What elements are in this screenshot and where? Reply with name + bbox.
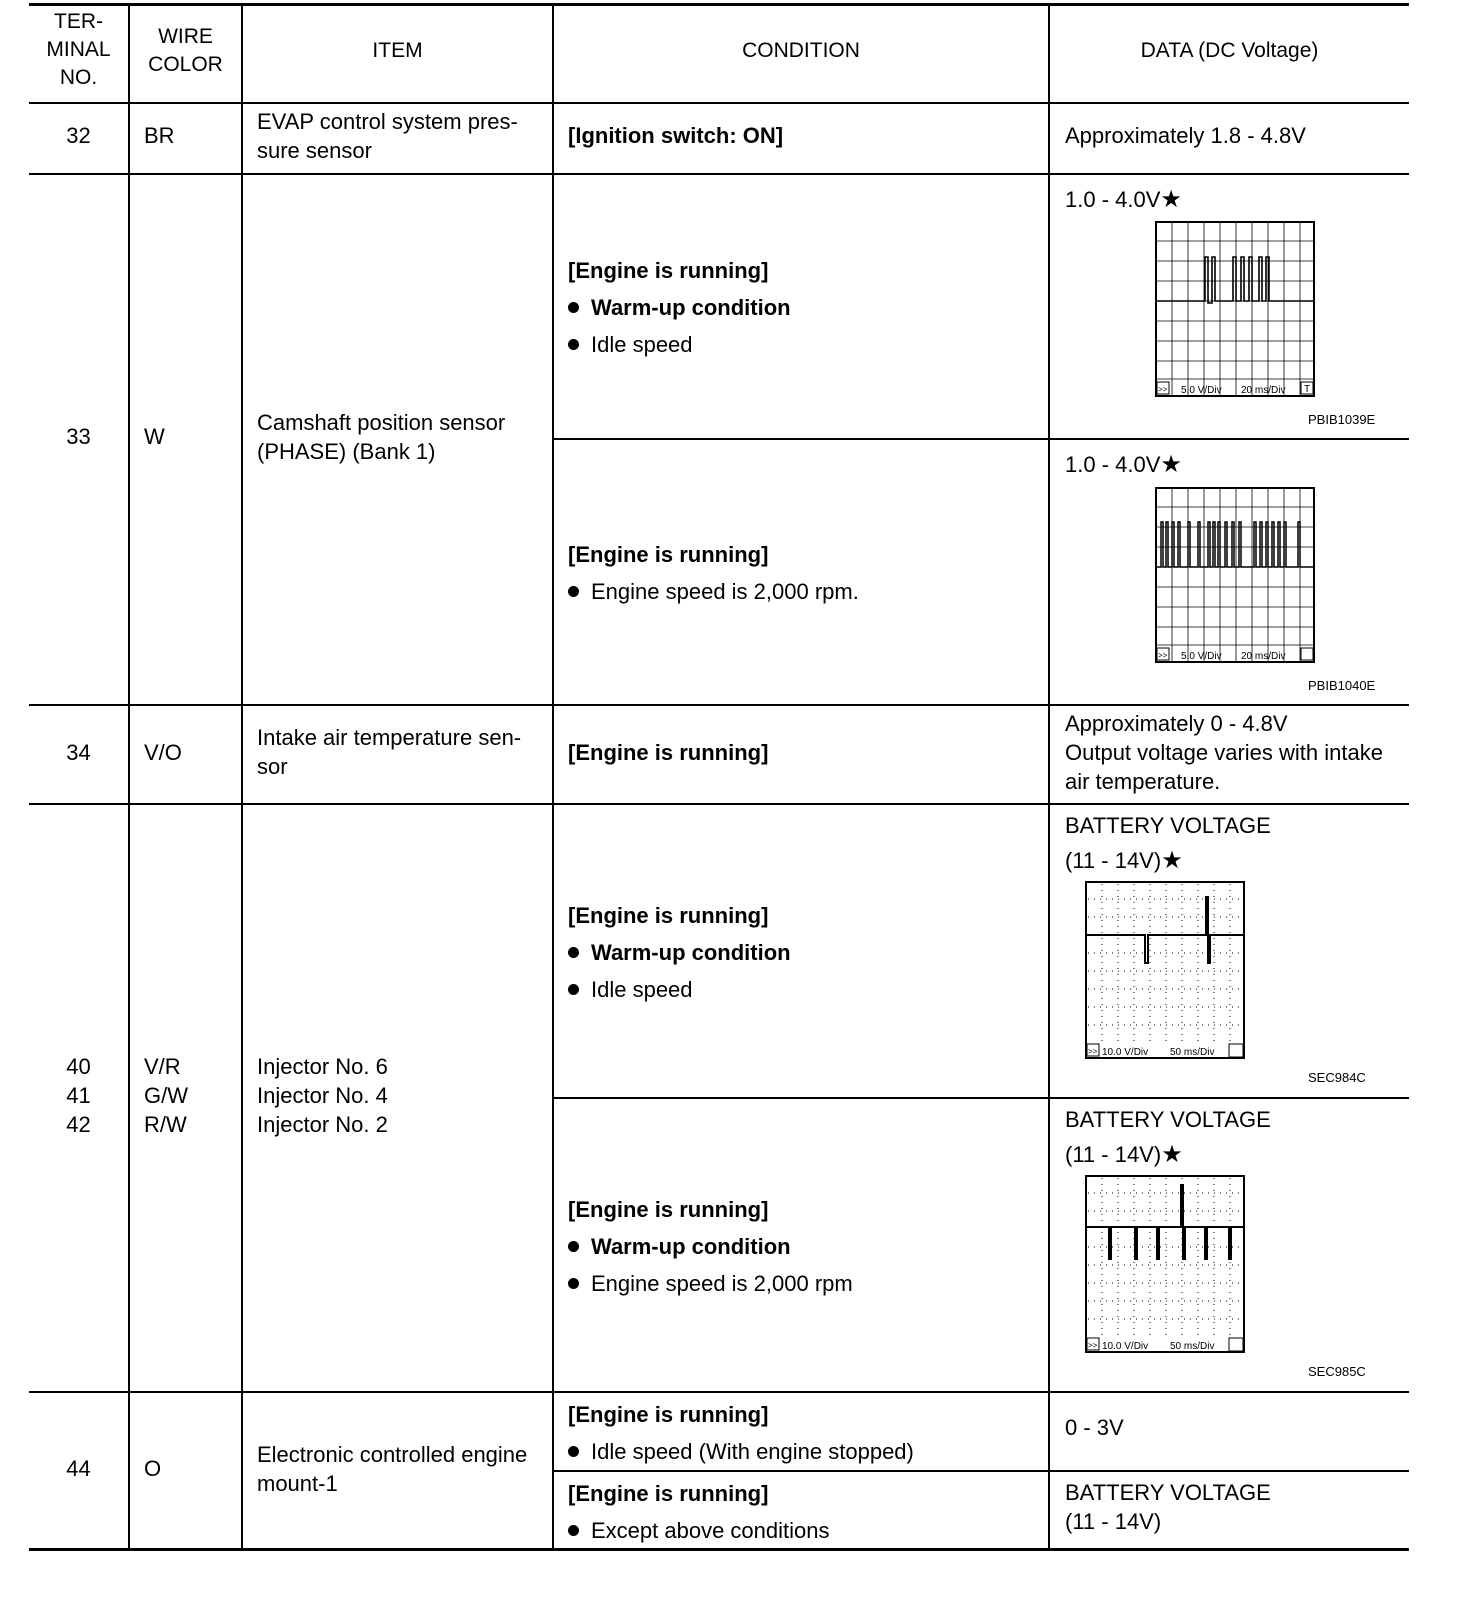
- row-divider: [29, 1391, 1409, 1393]
- column-divider: [1048, 5, 1050, 1550]
- oscilloscope-waveform: [1085, 881, 1247, 1061]
- figure-code: SEC984C: [1308, 1070, 1366, 1085]
- svg-text:20 ms/Div: 20 ms/Div: [1241, 385, 1286, 396]
- header-condition: CONDITION: [742, 39, 860, 62]
- bullet-icon: [568, 302, 579, 313]
- star-icon: ★: [1161, 1141, 1183, 1168]
- item-text: Intake air temperature sen- sor: [257, 725, 522, 779]
- header-bottom-rule: [29, 102, 1409, 104]
- condition-block: [Engine is running] Engine speed is 2,000 rpm.: [568, 542, 859, 604]
- row-divider: [553, 1470, 1409, 1472]
- item-text: Electronic controlled engine mount-1: [257, 1442, 528, 1496]
- terminal-number: 40 41 42: [66, 1054, 91, 1137]
- data-text: 1.0 - 4.0V★: [1065, 451, 1182, 478]
- figure-code: PBIB1040E: [1308, 678, 1376, 693]
- svg-text:T: T: [1304, 384, 1311, 395]
- row-divider: [29, 803, 1409, 805]
- condition-text: [Engine is running]: [568, 740, 769, 765]
- condition-block: [Engine is running] Warm-up condition Idle speed: [568, 258, 791, 357]
- bullet-icon: [568, 1446, 579, 1457]
- header-terminal-no: TER- MINAL NO.: [46, 10, 111, 89]
- wire-color: BR: [144, 123, 175, 148]
- item-text: EVAP control system pres- sure sensor: [257, 109, 518, 163]
- svg-text:20 ms/Div: 20 ms/Div: [1241, 651, 1286, 662]
- star-icon: ★: [1161, 847, 1183, 874]
- condition-text: [Ignition switch: ON]: [568, 123, 784, 148]
- condition-block: [Engine is running] Except above conditions: [568, 1481, 830, 1543]
- oscilloscope-waveform: [1155, 221, 1317, 399]
- column-divider: [552, 5, 554, 1550]
- terminal-number: 44: [66, 1456, 91, 1481]
- oscilloscope-waveform: [1155, 487, 1317, 665]
- svg-text:10.0 V/Div: 10.0 V/Div: [1102, 1341, 1149, 1352]
- condition-block: [Engine is running] Idle speed (With engine stopped): [568, 1402, 914, 1464]
- row-divider: [553, 438, 1409, 440]
- bullet-icon: [568, 1241, 579, 1252]
- svg-text:>>: >>: [1158, 651, 1168, 660]
- bullet-icon: [568, 947, 579, 958]
- data-text: Approximately 0 - 4.8V Output voltage varies with intake air temperature.: [1065, 711, 1383, 794]
- row-divider: [29, 173, 1409, 175]
- terminal-number: 34: [66, 740, 91, 765]
- header-wire-color: WIRE COLOR: [148, 25, 223, 76]
- column-divider: [128, 5, 130, 1550]
- star-icon: ★: [1160, 186, 1182, 213]
- wire-color: V/O: [144, 740, 182, 765]
- svg-text:5.0 V/Div: 5.0 V/Div: [1181, 385, 1222, 396]
- data-text: 1.0 - 4.0V★: [1065, 186, 1182, 213]
- svg-text:5.0 V/Div: 5.0 V/Div: [1181, 651, 1222, 662]
- svg-text:>>: >>: [1158, 385, 1168, 394]
- svg-text:50 ms/Div: 50 ms/Div: [1170, 1047, 1215, 1058]
- figure-code: PBIB1039E: [1308, 412, 1376, 427]
- wire-color: W: [144, 424, 165, 449]
- svg-text:50 ms/Div: 50 ms/Div: [1170, 1341, 1215, 1352]
- terminal-number: 33: [66, 424, 91, 449]
- column-divider: [241, 5, 243, 1550]
- bullet-icon: [568, 984, 579, 995]
- bullet-icon: [568, 1278, 579, 1289]
- svg-text:>>: >>: [1088, 1047, 1098, 1056]
- header-data: DATA (DC Voltage): [1140, 39, 1319, 62]
- item-text: Camshaft position sensor (PHASE) (Bank 1): [257, 410, 506, 464]
- svg-text:10.0 V/Div: 10.0 V/Div: [1102, 1047, 1149, 1058]
- condition-block: [Engine is running] Warm-up condition Engine speed is 2,000 rpm: [568, 1197, 853, 1296]
- wire-color: O: [144, 1456, 162, 1481]
- data-text: BATTERY VOLTAGE (11 - 14V): [1065, 1480, 1271, 1534]
- svg-text:>>: >>: [1088, 1341, 1098, 1350]
- bullet-icon: [568, 1525, 579, 1536]
- row-divider: [553, 1097, 1409, 1099]
- data-text: 0 - 3V: [1065, 1415, 1124, 1440]
- figure-code: SEC985C: [1308, 1364, 1366, 1379]
- bullet-icon: [568, 339, 579, 350]
- data-text: Approximately 1.8 - 4.8V: [1065, 123, 1306, 148]
- terminal-data-table: [29, 0, 1447, 1602]
- row-divider: [29, 704, 1409, 706]
- condition-block: [Engine is running] Warm-up condition Idle speed: [568, 903, 791, 1002]
- header-item: ITEM: [372, 39, 423, 62]
- wire-color: V/R G/W R/W: [144, 1054, 188, 1137]
- star-icon: ★: [1160, 451, 1182, 478]
- item-text: Injector No. 6 Injector No. 4 Injector No. 2: [257, 1054, 388, 1137]
- oscilloscope-waveform: [1085, 1175, 1247, 1355]
- data-text: BATTERY VOLTAGE (11 - 14V)★: [1065, 1107, 1271, 1168]
- bullet-icon: [568, 586, 579, 597]
- terminal-number: 32: [66, 123, 91, 148]
- data-text: BATTERY VOLTAGE (11 - 14V)★: [1065, 813, 1271, 874]
- table-top-rule: [29, 3, 1409, 6]
